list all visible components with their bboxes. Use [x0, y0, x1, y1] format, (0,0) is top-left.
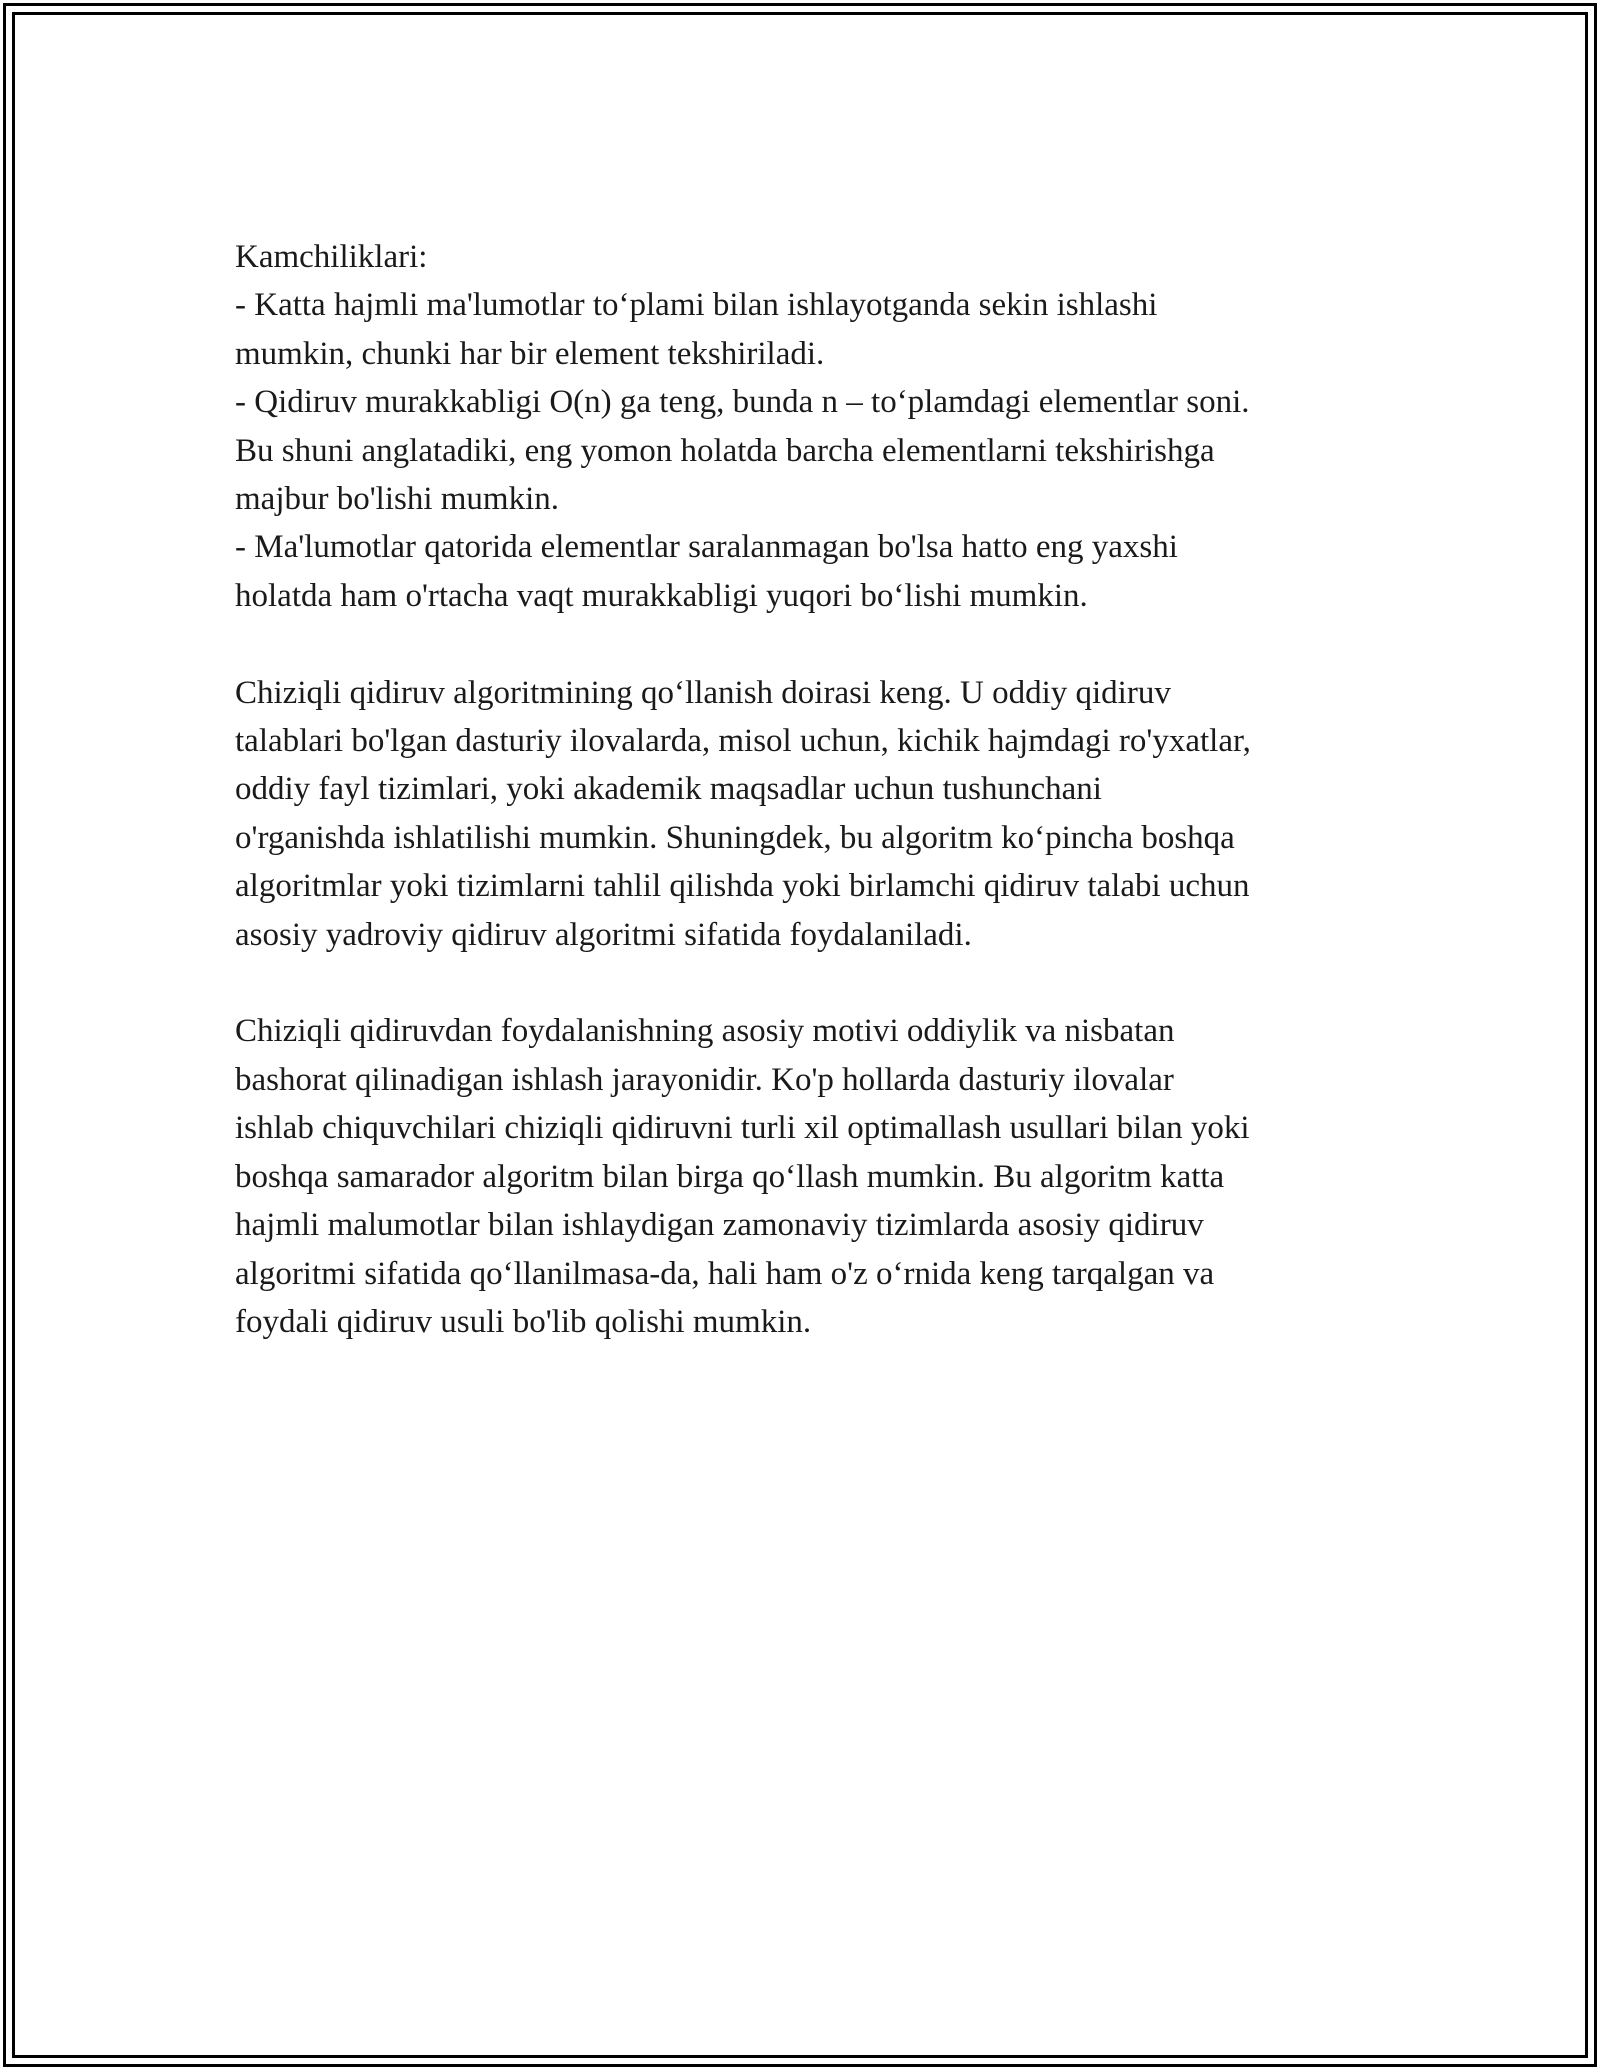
text-line: foydali qidiruv usuli bo'lib qolishi mumkin.: [235, 1303, 812, 1340]
bullet-item: [235, 378, 1375, 523]
text-line: Chiziqli qidiruvdan foydalanishning asosiy motivi oddiylik va nisbatan: [235, 1013, 1175, 1050]
text-line: hajmli malumotlar bilan ishlaydigan zamonaviy tizimlarda asosiy qidiruv: [235, 1207, 1204, 1244]
text-line: boshqa samarador algoritm bilan birga qo‘llash mumkin. Bu algoritm katta: [235, 1158, 1225, 1195]
section-heading: Kamchiliklari:: [235, 239, 428, 275]
text-line: Chiziqli qidiruv algoritmining qo‘llanish doirasi keng. U oddiy qidiruv: [235, 674, 1171, 711]
text-line: mumkin, chunki har bir element tekshiriladi.: [235, 335, 825, 372]
text-line: algoritmi sifatida qo‘llanilmasa-da, hali ham o'z o‘rnida keng tarqalgan va: [235, 1255, 1215, 1292]
text-line: majbur bo'lishi mumkin.: [235, 481, 560, 518]
bullet-item: [235, 523, 1375, 620]
bullet-item: [235, 281, 1375, 378]
text-line: Bu shuni anglatadiki, eng yomon holatda barcha elementlarni tekshirishga: [235, 432, 1215, 469]
text-line: talablari bo'lgan dasturiy ilovalarda, misol uchun, kichik hajmdagi ro'yxatlar,: [235, 723, 1251, 760]
text-line: holatda ham o'rtacha vaqt murakkabligi yuqori bo‘lishi mumkin.: [235, 577, 1088, 614]
text-line: - Katta hajmli ma'lumotlar to‘plami bilan ishlayotganda sekin ishlashi: [235, 287, 1158, 324]
text-line: - Ma'lumotlar qatorida elementlar saralanmagan bo'lsa hatto eng yaxshi: [235, 529, 1178, 566]
text-line: bashorat qilinadigan ishlash jarayonidir. Ko'p hollarda dasturiy ilovalar: [235, 1061, 1174, 1098]
text-line: asosiy yadroviy qidiruv algoritmi sifatida foydalaniladi.: [235, 916, 972, 953]
paragraph: [235, 669, 1375, 959]
paragraph-spacer: [235, 620, 1375, 668]
text-line: oddiy fayl tizimlari, yoki akademik maqsadlar uchun tushunchani: [235, 771, 1102, 808]
text-line: - Qidiruv murakkabligi O(n) ga teng, bunda n – to‘plamdagi elementlar soni.: [235, 384, 1250, 421]
text-line: algoritmlar yoki tizimlarni tahlil qilishda yoki birlamchi qidiruv talabi uchun: [235, 868, 1250, 905]
text-line: ishlab chiquvchilari chiziqli qidiruvni turli xil optimallash usullari bilan yoki: [235, 1110, 1250, 1147]
paragraph: [235, 1007, 1375, 1346]
document-body: [235, 233, 1375, 1346]
paragraph-spacer: [235, 959, 1375, 1007]
text-line: o'rganishda ishlatilishi mumkin. Shuningdek, bu algoritm ko‘pincha boshqa: [235, 819, 1235, 856]
